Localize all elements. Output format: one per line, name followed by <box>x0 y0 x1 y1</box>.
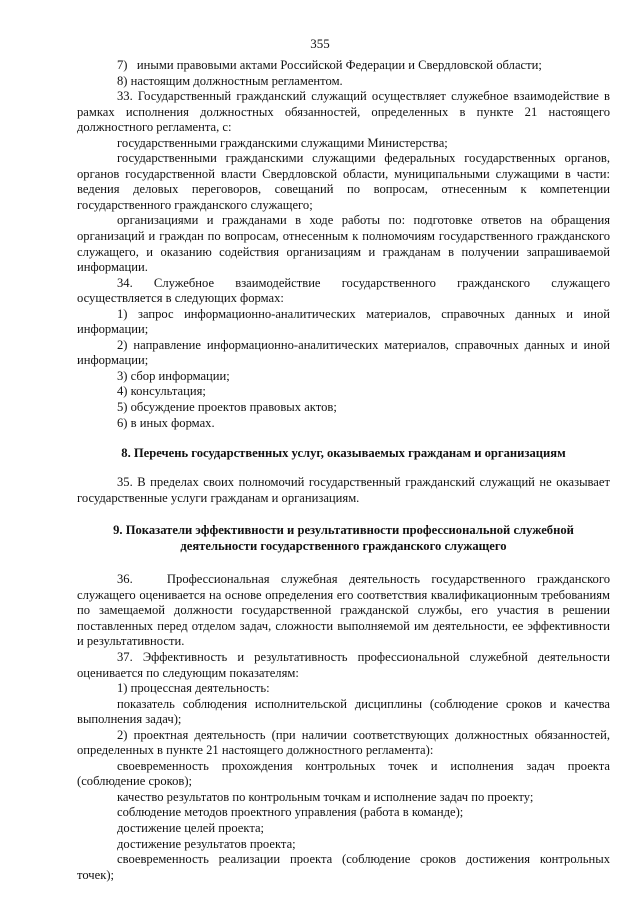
paragraph: качество результатов по контрольным точкам и исполнение задач по проекту; <box>117 789 534 804</box>
paragraph: 8) настоящим должностным регламентом. <box>117 73 343 88</box>
section-heading: 8. Перечень государственных услуг, оказываемых гражданам и организациям <box>121 446 566 461</box>
paragraph: 2) проектная деятельность (при наличии соответствующих должностных обязанностей, определенных в пункте 21 настоящего должностного регламента): <box>77 727 610 758</box>
paragraph: показатель соблюдения исполнительской дисциплины (соблюдение сроков и качества выполнения задач); <box>77 696 610 727</box>
paragraph: 34. Служебное взаимодействие государственного гражданского служащего осуществляется в следующих формах: <box>77 275 610 306</box>
paragraph: государственными гражданскими служащими Министерства; <box>117 135 448 150</box>
paragraph: государственными гражданскими служащими федеральных государственных органов, органов государственной власти Свердловской области, муниципальными служащими в части: ведения деловых переговоров, совещаний по вопросам, отнесенным к компетенции государственного гражданского служащего; <box>77 151 610 212</box>
section-heading: 9. Показатели эффективности и результативности профессиональной служебной деятельности государственного гражданского служащего <box>113 523 574 554</box>
paragraph: 37. Эффективность и результативность профессиональной служебной деятельности оценивается по следующим показателям: <box>77 649 610 680</box>
paragraph: 4) консультация; <box>117 384 206 399</box>
paragraph: 33. Государственный гражданский служащий осуществляет служебное взаимодействие в рамках исполнения должностных обязанностей, определенных в пункте 21 настоящего должностного регламента, с: <box>77 89 610 135</box>
paragraph: соблюдение методов проектного управления (работа в команде); <box>117 805 464 820</box>
paragraph: 35. В пределах своих полномочий государственный гражданский служащий не оказывает государственные услуги гражданам и организациям. <box>77 475 610 505</box>
paragraph: организациями и гражданами в ходе работы по: подготовке ответов на обращения организаций и граждан по вопросам, отнесенным к полномочиям государственного гражданского служащего, и оказанию содействия организациям и гражданам в получении запрашиваемой информации. <box>77 213 610 275</box>
document-body <box>77 58 610 883</box>
paragraph: достижение целей проекта; <box>117 820 265 835</box>
paragraph: 3) сбор информации; <box>117 368 230 383</box>
paragraph: своевременность прохождения контрольных точек и исполнения задач проекта (соблюдение сроков); <box>77 758 610 789</box>
paragraph: 6) в иных формах. <box>117 415 215 430</box>
paragraph: 2) направление информационно-аналитических материалов, справочных данных и иной информации; <box>77 337 610 368</box>
paragraph: своевременность реализации проекта (соблюдение сроков достижения контрольных точек); <box>77 852 610 882</box>
paragraph: 1) процессная деятельность: <box>117 681 270 696</box>
paragraph: 1) запрос информационно-аналитических материалов, справочных данных и иной информации; <box>77 306 610 337</box>
paragraph: достижение результатов проекта; <box>117 836 296 851</box>
paragraph: 36. Профессиональная служебная деятельность государственного гражданского служащего оценивается на основе определения его соответствия квалификационным требованиям по замещаемой должности государственной гражданской службы, его участия в решении поставленных перед отделом задач, сложности выполняемой им деятельности, ее эффективности и результативности. <box>77 572 610 649</box>
paragraph: 5) обсуждение проектов правовых актов; <box>117 400 337 415</box>
paragraph: 7) иными правовыми актами Российской Федерации и Свердловской области; <box>117 58 542 72</box>
page-number: 355 <box>310 36 330 51</box>
